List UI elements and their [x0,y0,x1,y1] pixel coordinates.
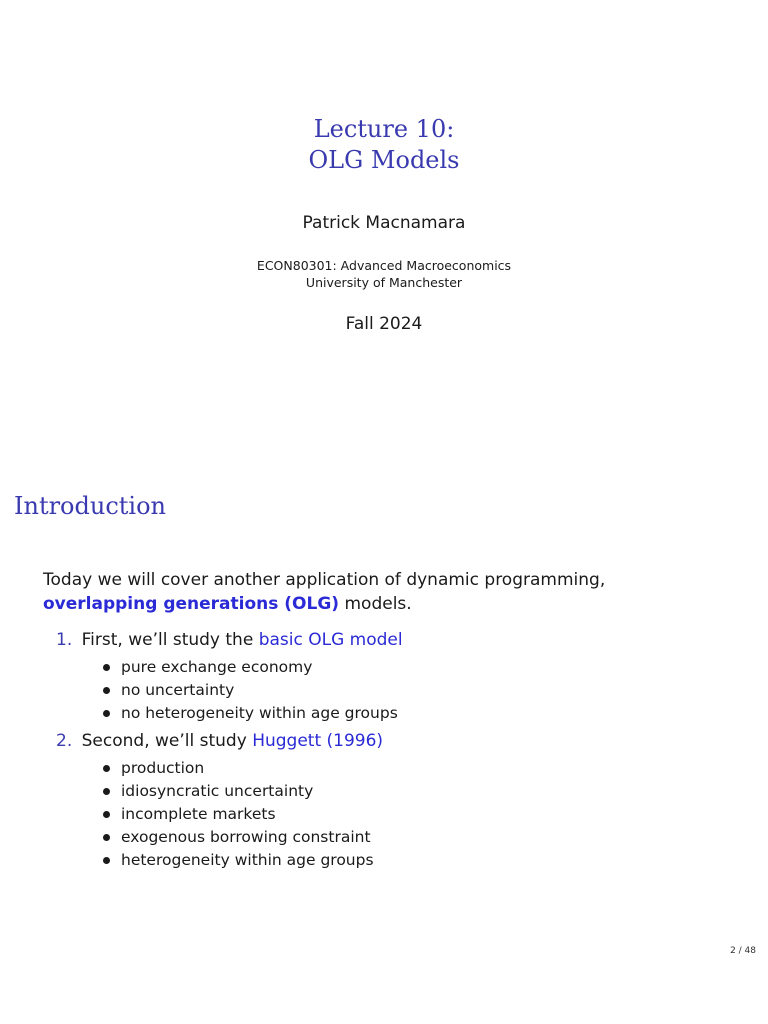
list-item-text: no heterogeneity within age groups [121,704,398,722]
bullet-icon [103,811,110,818]
bullet-icon [103,857,110,864]
frame-title: Introduction [14,492,166,520]
institute [0,257,768,291]
intro-text-line1: Today we will cover another application of dynamic programming, [43,570,606,590]
bullet-list-2 [100,757,374,872]
enum-item-1 [56,630,403,650]
intro-text-line2 [43,592,605,616]
title-slide [0,0,768,432]
list-item [100,849,374,872]
lecture-title-line1: Lecture 10: [313,115,455,143]
list-item [100,826,374,849]
enum-text-1: First, we’ll study the [81,630,259,650]
intro-paragraph [43,568,605,616]
huggett-1996-link[interactable]: Huggett (1996) [252,731,384,751]
list-item [100,656,398,679]
list-item-text: no uncertainty [121,681,235,699]
lecture-title-line2: OLG Models [308,146,460,174]
olg-highlight: overlapping generations (OLG) [43,594,340,614]
bullet-icon [103,765,110,772]
bullet-list-1 [100,656,398,725]
bullet-icon [103,834,110,841]
course-name: ECON80301: Advanced Macroeconomics [256,258,512,273]
enum-number-1: 1. [56,630,73,650]
page-number: 2 / 48 [730,946,756,956]
list-item-text: idiosyncratic uncertainty [121,782,314,800]
introduction-slide [0,468,768,968]
list-item [100,679,398,702]
basic-olg-model-link[interactable]: basic OLG model [258,630,403,650]
bullet-icon [103,788,110,795]
intro-text-after: models. [339,594,412,614]
list-item-text: production [121,759,205,777]
enum-item-2 [56,731,383,751]
list-item-text: pure exchange economy [121,658,313,676]
date: Fall 2024 [345,314,423,334]
enum-number-2: 2. [56,731,73,751]
list-item-text: exogenous borrowing constraint [121,828,371,846]
bullet-icon [103,710,110,717]
list-item [100,803,374,826]
list-item-text: incomplete markets [121,805,276,823]
list-item [100,780,374,803]
list-item [100,702,398,725]
list-item-text: heterogeneity within age groups [121,851,374,869]
author-name: Patrick Macnamara [302,213,466,233]
lecture-title [0,114,768,176]
list-item [100,757,374,780]
enum-text-2: Second, we’ll study [81,731,253,751]
bullet-icon [103,687,110,694]
bullet-icon [103,664,110,671]
university-name: University of Manchester [305,275,463,290]
